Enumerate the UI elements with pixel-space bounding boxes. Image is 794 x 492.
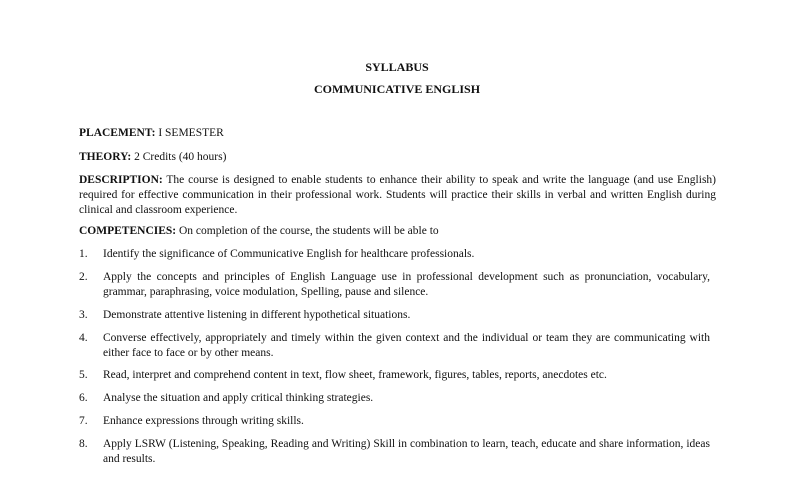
list-item-text: Analyse the situation and apply critical thinking strategies. xyxy=(103,392,374,404)
theory-line xyxy=(79,150,716,165)
list-item-text: Read, interpret and comprehend content in text, flow sheet, framework, figures, tables, reports, anecdotes etc. xyxy=(103,369,607,381)
placement-line xyxy=(79,126,716,141)
placement-value: I SEMESTER xyxy=(155,127,224,139)
list-item-text: Apply LSRW (Listening, Speaking, Reading and Writing) Skill in combination to learn, teach, educate and share information, ideas and results. xyxy=(103,438,710,465)
list-item-text: Apply the concepts and principles of English Language use in professional development such as pronunciation, vocabulary, grammar, paraphrasing, voice modulation, Spelling, pause and silence. xyxy=(103,271,710,298)
list-item-number: 3. xyxy=(79,309,88,321)
list-item-text: Enhance expressions through writing skills. xyxy=(103,415,304,427)
competencies-text: On completion of the course, the students will be able to xyxy=(176,225,439,237)
competencies-line xyxy=(79,224,716,239)
theory-value: 2 Credits (40 hours) xyxy=(131,151,227,163)
list-item-number: 1. xyxy=(79,248,88,260)
placement-label: PLACEMENT: xyxy=(79,127,156,139)
list-item-number: 2. xyxy=(79,271,88,283)
list-item-number: 8. xyxy=(79,438,88,450)
syllabus-title: SYLLABUS xyxy=(365,60,429,74)
theory-label: THEORY: xyxy=(79,151,132,163)
course-title: COMMUNICATIVE ENGLISH xyxy=(313,82,481,96)
list-item-number: 4. xyxy=(79,332,88,344)
list-item-number: 5. xyxy=(79,369,88,381)
description-paragraph xyxy=(79,173,716,218)
description-label: DESCRIPTION: xyxy=(79,174,163,186)
list-item-text: Demonstrate attentive listening in different hypothetical situations. xyxy=(103,309,411,321)
competencies-label: COMPETENCIES: xyxy=(79,225,177,237)
list-item-text: Identify the significance of Communicative English for healthcare professionals. xyxy=(103,248,475,260)
description-text: The course is designed to enable students to enhance their ability to speak and write the language (and use English) required for effective communication in their professional work. Students will practice their skills in verbal and written English during clinical and classroom experience. xyxy=(79,174,716,216)
list-item-text: Converse effectively, appropriately and timely within the given context and the individual or team they are communicating with either face to face or by other means. xyxy=(103,332,710,359)
list-item-number: 7. xyxy=(79,415,88,427)
list-item-number: 6. xyxy=(79,392,88,404)
